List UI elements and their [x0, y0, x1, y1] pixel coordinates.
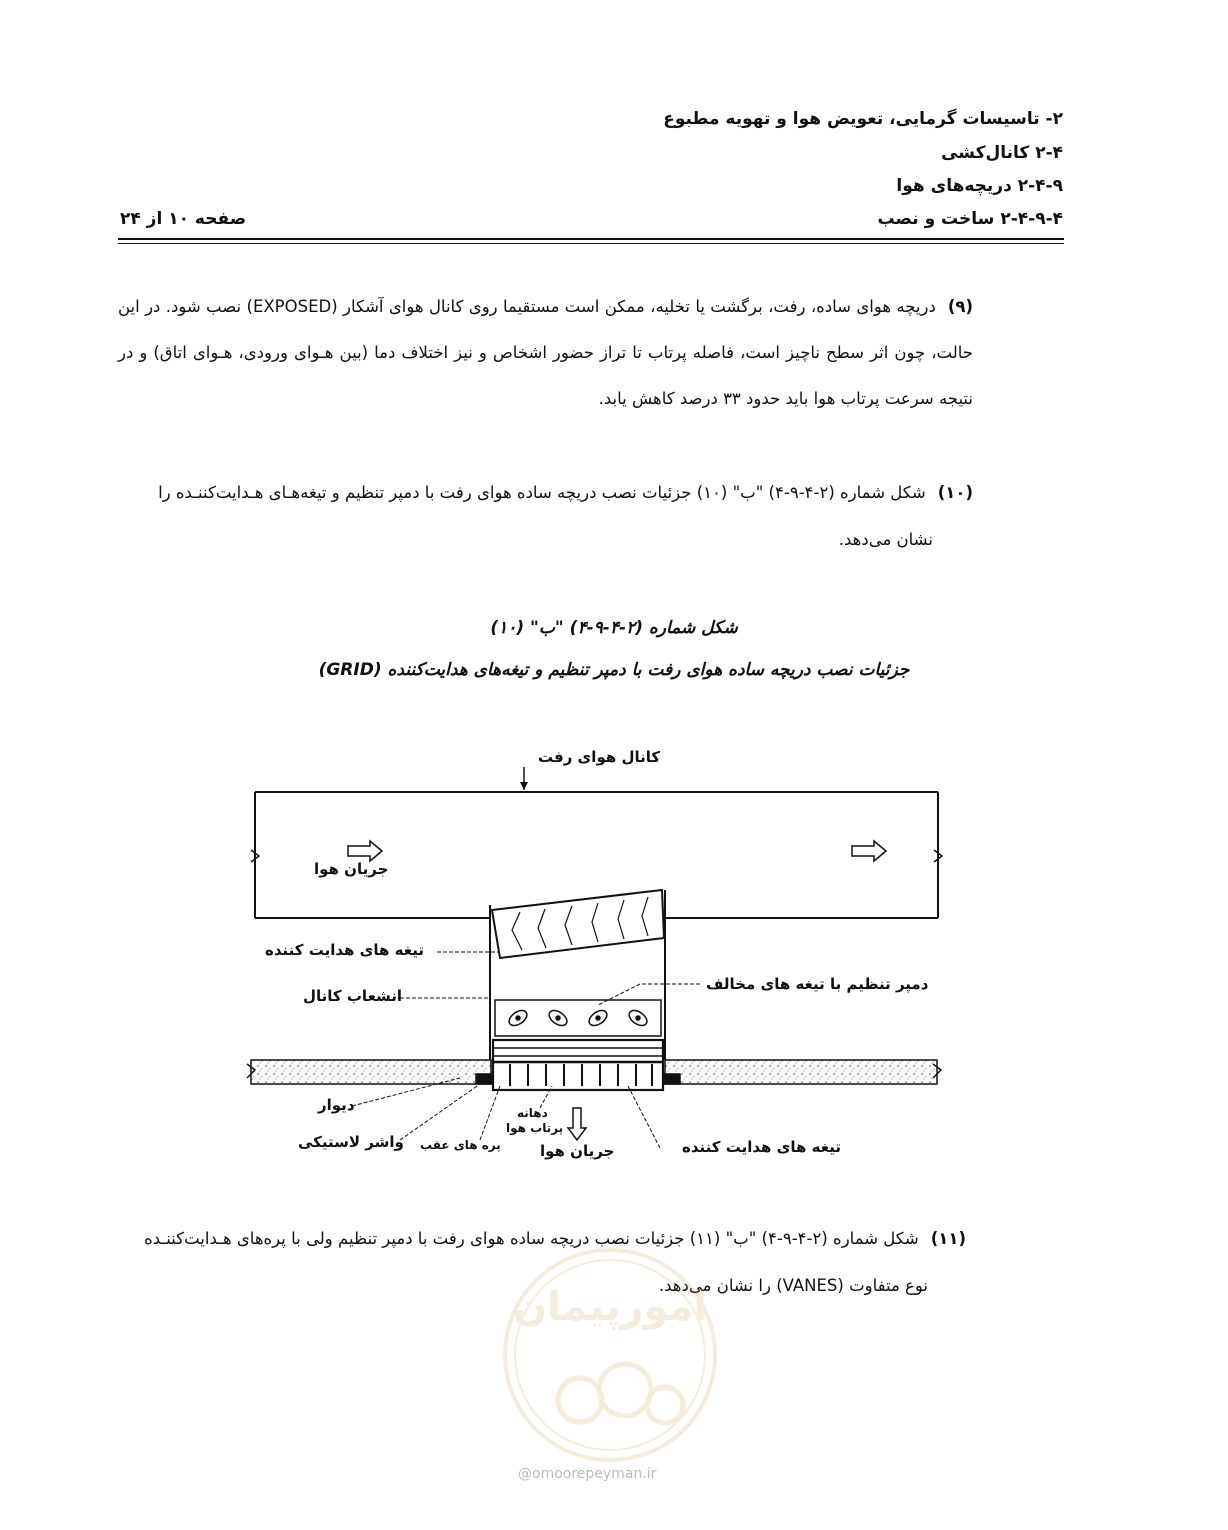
- paragraph-number: (۱۰): [937, 483, 973, 502]
- paragraph-text: شکل شماره (۲-۴-۹-۴) "ب" (۱۰) جزئیات نصب دریچه ساده هوای رفت با دمپر تنظیم و تیغه‌هـای هـدایت‌کننـده را: [158, 483, 926, 502]
- label-wall: دیوار: [318, 1096, 355, 1114]
- header-line-2: ۲-۴ کانال‌کشی: [941, 143, 1063, 163]
- paragraph-number: (۹): [947, 297, 974, 316]
- paragraph-10-continuation: نشان می‌دهد.: [838, 530, 933, 549]
- header-line-4: ۲-۴-۹-۴ ساخت و نصب: [877, 209, 1063, 229]
- grille: [476, 1040, 680, 1090]
- label-airflow-down: جریان هوا: [540, 1142, 615, 1160]
- gear-seal-logo-icon: [500, 1240, 720, 1470]
- airflow-arrow-down: [568, 1108, 586, 1140]
- label-guide-blades: تیغه های هدایت کننده: [265, 941, 424, 959]
- label-airflow: جریان هوا: [314, 860, 389, 878]
- figure-caption-title: شکل شماره (۲-۴-۹-۴) "ب" (۱۰): [490, 618, 738, 638]
- label-guide-blades-bottom: تیغه های هدایت کننده: [682, 1138, 841, 1156]
- label-throw-opening-2: پرتاب هوا: [506, 1121, 564, 1135]
- airflow-arrow-right: [852, 841, 886, 861]
- opposed-blade-damper: [495, 1000, 661, 1036]
- wall-slab: [247, 1060, 941, 1084]
- label-damper: دمپر تنظیم با تیغه های مخالف: [706, 975, 929, 993]
- watermark-text: @omoorepeyman.ir: [518, 1466, 657, 1482]
- airflow-arrow-left: [348, 841, 382, 861]
- watermark-logo-text: امورپیمان: [513, 1284, 707, 1330]
- label-throw-opening-1: دهانه: [517, 1106, 548, 1120]
- label-rubber-washer: واشر لاستیکی: [298, 1133, 404, 1151]
- paragraph-text: دریچه هوای ساده، رفت، برگشت یا تخلیه، ممکن است مستقیما روی کانال هوای آشکار (EXPOSED) نصب شود. در این حالت، چون اثر سطح ناچیز است، فاصله پرتاب تا تراز حضور اشخاص و نیز اختلاف دما (بین هـوای ورودی، هـوای اتاق) و در نتیجه سرعت پرتاب هوا باید حدود ۳۳ درصد کاهش یابد.: [118, 297, 973, 408]
- paragraph-number: (۱۱): [930, 1229, 966, 1248]
- label-supply-duct: کانال هوای رفت: [538, 748, 661, 766]
- paragraph-text: شکل شماره (۲-۴-۹-۴) "ب" (۱۱) جزئیات نصب دریچه ساده هوای رفت با دمپر تنظیم ولی با پره‌های هـدایت‌کننـده: [144, 1229, 919, 1248]
- header-line-1: ۲- تاسیسات گرمایی، تعویض هوا و تهویه مطبوع: [663, 109, 1063, 129]
- guide-blade-box: [492, 890, 664, 958]
- header-line-3: ۲-۴-۹ دریچه‌های هوا: [896, 176, 1063, 196]
- figure-caption-subtitle: جزئیات نصب دریچه ساده هوای رفت با دمپر تنظیم و تیغه‌های هدایت‌کننده (GRID): [318, 660, 910, 680]
- page-number: صفحه ۱۰ از ۲۴: [120, 209, 247, 229]
- paragraph-11-continuation: نوع متفاوت (VANES) را نشان می‌دهد.: [658, 1276, 928, 1295]
- label-branch: انشعاب کانال: [303, 987, 403, 1005]
- label-rear-vanes: پره های عقب: [420, 1138, 501, 1152]
